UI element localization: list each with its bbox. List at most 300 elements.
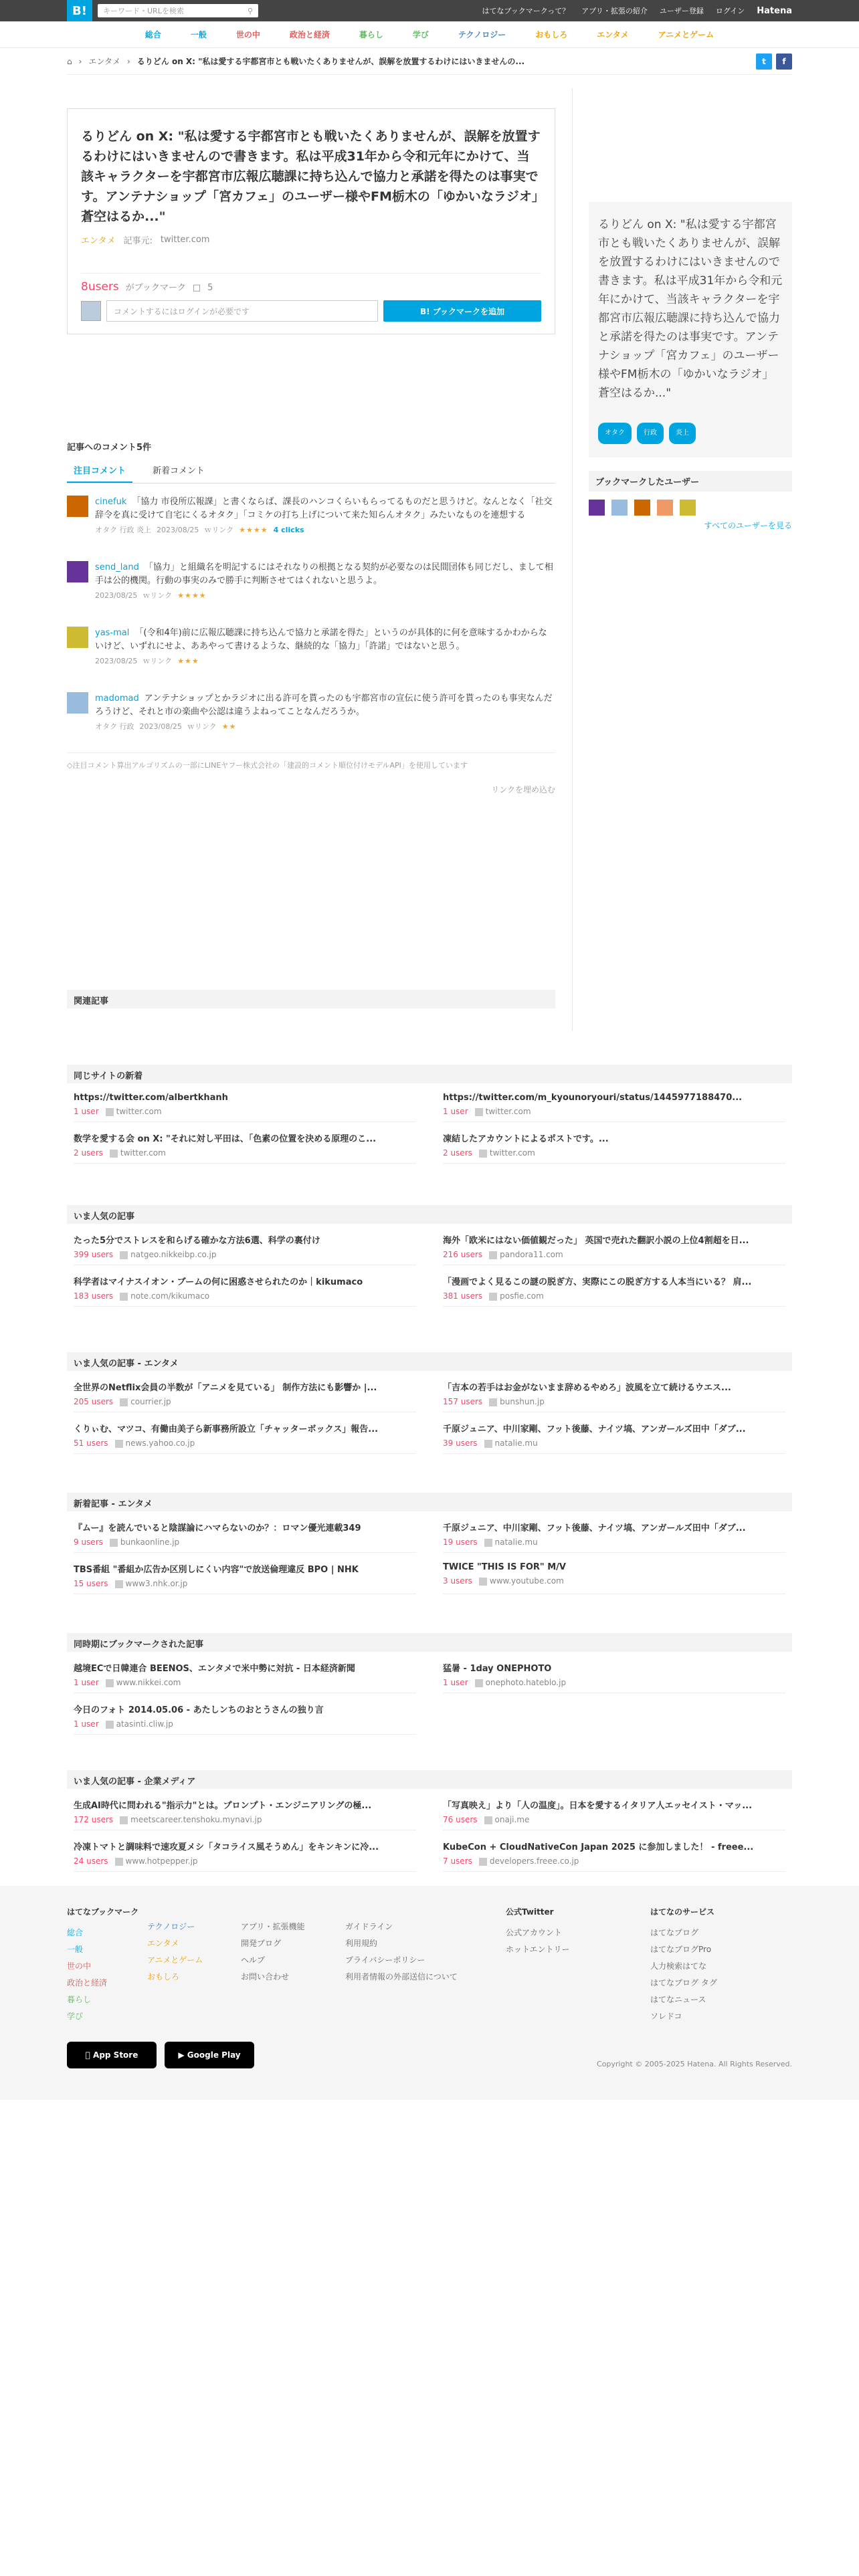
search-placeholder: キーワード・URLを検索 [103, 7, 184, 15]
article-users[interactable]: 172 users [74, 1815, 114, 1824]
article-users[interactable]: 2 users [74, 1148, 103, 1158]
section-grid [67, 1789, 792, 1872]
article-users[interactable]: 51 users [74, 1438, 108, 1448]
article-title[interactable]: 凍結したアカウントによるポストです。... [443, 1134, 609, 1144]
article-site[interactable] [120, 1291, 209, 1301]
article-users[interactable]: 19 users [443, 1537, 478, 1547]
footer-head-services: はてなのサービス [650, 1907, 715, 1917]
footer-link[interactable]: 一般 [67, 1945, 84, 1954]
article-meta [443, 1397, 785, 1406]
article-title[interactable]: 科学者はマイナスイオン・ブームの何に困惑させられたのか｜kikumaco [74, 1277, 363, 1287]
section-header: いま人気の記事 [67, 1205, 792, 1224]
nav-item-7[interactable]: おもしろ [535, 30, 568, 39]
entry-category[interactable]: エンタメ [81, 236, 116, 246]
nav-item-8[interactable]: エンタメ [597, 30, 629, 39]
article-item[interactable] [443, 1371, 785, 1412]
footer-link[interactable]: 利用規約 [345, 1939, 378, 1948]
footer-link[interactable]: はてなニュース [650, 1995, 706, 2004]
avatar[interactable] [67, 561, 88, 582]
sidebar-summary [589, 202, 792, 457]
bookmark-users-avatars [589, 500, 792, 516]
breadcrumb: ⌂ › エンタメ › るりどん on X: "私は愛する宇都宮市とも戦いたくありませんが、誤解を放置するわけにはいきませんの... t f [67, 48, 792, 75]
footer-link[interactable]: ホットエントリー [506, 1945, 570, 1954]
favicon-icon [120, 1816, 128, 1824]
avatar[interactable] [680, 500, 696, 516]
comment-tags[interactable]: オタク 行政 [95, 722, 134, 731]
nav-item-9[interactable]: アニメとゲーム [658, 30, 714, 39]
article-meta [443, 1107, 785, 1116]
article-item[interactable] [443, 1083, 785, 1122]
search-input[interactable] [98, 4, 258, 17]
footer [0, 1886, 859, 2100]
facebook-share-icon[interactable]: f [776, 53, 792, 70]
article-meta [74, 1537, 416, 1547]
header-link-about[interactable]: はてなブックマークって？ [482, 7, 570, 15]
comment-date[interactable]: 2023/08/25 [139, 722, 182, 731]
comment-user[interactable]: yas-mal [95, 628, 130, 638]
article-site[interactable] [484, 1537, 538, 1547]
footer-link[interactable]: 学び [67, 2012, 84, 2021]
article-meta [74, 1815, 416, 1824]
article-site-name: twitter.com [485, 1107, 531, 1116]
comment-permalink[interactable]: ｗリンク [142, 591, 173, 600]
article-site[interactable] [115, 1856, 198, 1866]
column-divider [572, 88, 573, 1031]
footer-col-1a [67, 1906, 147, 2022]
favicon-icon [106, 1721, 114, 1729]
article-item[interactable] [74, 1122, 416, 1164]
article-meta [443, 1438, 785, 1448]
favicon-icon [110, 1150, 118, 1158]
section-header: 新着記事 - エンタメ [67, 1493, 792, 1511]
avatar[interactable] [657, 500, 673, 516]
article-site-name: www.nikkei.com [116, 1678, 181, 1687]
comment-body [95, 627, 555, 668]
favicon-icon [475, 1679, 483, 1687]
footer-link[interactable]: 総合 [67, 1928, 84, 1937]
section-2 [67, 1352, 792, 1454]
comment-text: 「(令和4年)前に広報広聴課に持ち込んで協力と承諾を得た」というのが具体的に何を意味するかわからないけど、いずれにせよ、ああやって書けるような、継続的な「協力」「許諾」ではないと思う。 [95, 628, 547, 651]
article-users[interactable]: 24 users [74, 1856, 108, 1866]
article-meta [74, 1250, 416, 1259]
avatar[interactable] [67, 627, 88, 648]
comment-permalink[interactable]: ｗリンク [187, 722, 217, 731]
sidebar-tags [598, 423, 783, 444]
article-site-name: note.com/kikumaco [130, 1291, 210, 1301]
article-meta [443, 1856, 785, 1866]
footer-link[interactable]: おもしろ [147, 1972, 180, 1981]
article-meta [443, 1678, 785, 1687]
sidebar-summary-text: るりどん on X: "私は愛する宇都宮市とも戦いたくありませんが、誤解を放置するわけにはいきませんので書きます。私は平成31年から令和元年にかけて、当該キャラクターを宇都宮市広報広聴課に持ち込んで協力と承諾を得たのは事実です。アンテナショップ「宮カフェ」のユーザー様やFM栃木の「ゆかいなラジオ」蒼空はるか..." [598, 218, 783, 400]
article-site[interactable] [484, 1815, 530, 1824]
nav-item-2[interactable]: 世の中 [235, 30, 260, 39]
article-meta [74, 1397, 416, 1406]
article-site-name: bunshun.jp [500, 1397, 545, 1406]
footer-link[interactable]: お問い合わせ [241, 1972, 290, 1981]
header-link-apps[interactable]: アプリ・拡張の紹介 [581, 7, 648, 15]
hatena-bookmark-logo[interactable]: B! [67, 0, 92, 21]
article-meta [74, 1856, 416, 1866]
all-users-link[interactable]: すべてのユーザーを見る [704, 521, 792, 530]
article-users[interactable]: 9 users [74, 1537, 103, 1547]
entry-box [67, 108, 555, 334]
star-rating[interactable]: ★★ [221, 722, 237, 731]
footer-inner [67, 1886, 792, 2068]
article-site-name: natalie.mu [494, 1537, 538, 1547]
footer-link[interactable]: アプリ・拡張機能 [241, 1922, 305, 1931]
article-site[interactable] [115, 1438, 195, 1448]
article-users[interactable]: 7 users [443, 1856, 472, 1866]
article-site-name: twitter.com [116, 1107, 162, 1116]
article-site-name: pandora11.com [500, 1250, 563, 1259]
article-site[interactable] [110, 1537, 179, 1547]
article-site[interactable] [106, 1719, 173, 1729]
article-users[interactable]: 1 user [74, 1678, 99, 1687]
comment-body [95, 496, 555, 537]
article-site[interactable] [106, 1107, 162, 1116]
article-meta [443, 1815, 785, 1824]
article-title[interactable]: https://twitter.com/albertkhanh [74, 1093, 228, 1103]
section-header: いま人気の記事 - 企業メディア [67, 1770, 792, 1789]
favicon-icon [479, 1150, 487, 1158]
footer-head-bookmark: はてなブックマーク [67, 1907, 139, 1917]
tag-otaku[interactable]: オタク [598, 423, 632, 444]
footer-link[interactable]: はてなブログ [650, 1928, 699, 1937]
footer-link[interactable]: はてなブログPro [650, 1945, 712, 1954]
favicon-icon [484, 1440, 492, 1448]
article-site-name: www.youtube.com [489, 1576, 564, 1586]
comment-user[interactable]: send_land [95, 562, 139, 572]
category-nav [0, 21, 859, 48]
embed-link[interactable]: リンクを埋め込む [491, 785, 555, 794]
source-label: 記事元: [123, 236, 153, 246]
article-site[interactable] [475, 1107, 531, 1116]
article-site[interactable] [489, 1397, 545, 1406]
article-users[interactable]: 39 users [443, 1438, 478, 1448]
article-title[interactable]: くりぃむ、マツコ、有働由美子ら新事務所設立「チャッターボックス」報告... [74, 1424, 379, 1434]
entry-source[interactable]: twitter.com [160, 235, 210, 245]
article-meta [443, 1250, 785, 1259]
article-users[interactable]: 3 users [443, 1576, 472, 1586]
footer-link[interactable]: 暮らし [67, 1995, 92, 2004]
comment-date[interactable]: 2023/08/25 [95, 591, 138, 600]
article-site[interactable] [110, 1148, 166, 1158]
article-item[interactable] [443, 1830, 785, 1872]
section-grid [67, 1652, 792, 1735]
article-item[interactable] [74, 1652, 416, 1693]
footer-col-5 [650, 1906, 784, 2022]
article-item[interactable] [443, 1553, 785, 1594]
favicon-icon [120, 1251, 128, 1259]
comment-text-line [95, 561, 555, 588]
article-site[interactable] [120, 1397, 171, 1406]
comment-permalink[interactable]: ｗリンク [204, 526, 234, 534]
article-item[interactable] [443, 1265, 785, 1307]
comment-date[interactable]: 2023/08/25 [157, 526, 199, 534]
footer-link[interactable]: 政治と経済 [67, 1978, 108, 1988]
header-links [482, 5, 792, 16]
article-site-name: onephoto.hateblo.jp [485, 1678, 567, 1687]
article-users[interactable]: 157 users [443, 1397, 483, 1406]
comment-text: 「協力」と組織名を明記するにはそれなりの根拠となる契約が必要なのは民間団体も同じだし、まして相手は公的機関。行動の事実のみで勝手に判断させてはくれないと思うよ。 [95, 562, 553, 586]
comment-item [67, 680, 555, 746]
article-users[interactable]: 1 user [443, 1678, 468, 1687]
article-site-name: posfie.com [500, 1291, 544, 1301]
article-site-name: news.yahoo.co.jp [125, 1438, 195, 1448]
article-item[interactable] [443, 1652, 785, 1693]
article-users[interactable]: 381 users [443, 1291, 483, 1301]
apple-icon [86, 2050, 90, 2060]
avatar[interactable] [611, 500, 628, 516]
article-users[interactable]: 1 user [74, 1719, 99, 1729]
nav-item-5[interactable]: 学び [412, 30, 429, 39]
hatena-brand[interactable]: Hatena [757, 5, 792, 16]
article-users[interactable]: 399 users [74, 1250, 114, 1259]
star-rating[interactable]: ★★★★ [239, 526, 268, 534]
comment-meta [95, 655, 555, 668]
article-meta [443, 1576, 785, 1586]
article-title[interactable]: 数学を愛する会 on X: "それに対し平田は、「色素の位置を決める原理のこ... [74, 1134, 377, 1144]
bookmark-users-header: ブックマークしたユーザー [589, 471, 792, 492]
article-title[interactable]: TBS番組 "番組か広告か区別しにくい内容"で放送倫理違反 BPO | NHK [74, 1565, 359, 1575]
article-item[interactable] [74, 1412, 416, 1454]
favicon-icon [484, 1539, 492, 1547]
section-3 [67, 1493, 792, 1594]
article-item[interactable] [443, 1511, 785, 1553]
article-site[interactable] [115, 1579, 188, 1588]
share-buttons [756, 53, 792, 70]
header-link-register[interactable]: ユーザー登録 [659, 7, 704, 15]
article-item[interactable] [74, 1371, 416, 1412]
comment-input[interactable]: コメントするにはログインが必要です [106, 300, 378, 322]
article-site[interactable] [106, 1678, 181, 1687]
article-site-name: courrier.jp [130, 1397, 171, 1406]
favicon-icon [120, 1293, 128, 1301]
footer-col-2 [241, 1906, 345, 2022]
article-users[interactable]: 205 users [74, 1397, 114, 1406]
article-item[interactable] [74, 1789, 416, 1830]
article-item[interactable] [74, 1083, 416, 1122]
article-site[interactable] [479, 1856, 579, 1866]
footer-link[interactable]: 開発ブログ [241, 1939, 282, 1948]
article-site[interactable] [475, 1678, 566, 1687]
article-item[interactable] [74, 1830, 416, 1872]
comment-tags[interactable]: オタク 行政 炎上 [95, 526, 151, 534]
article-site[interactable] [479, 1148, 535, 1158]
app-store-badge[interactable] [67, 2042, 157, 2068]
footer-link[interactable]: アニメとゲーム [147, 1955, 203, 1965]
article-users[interactable]: 183 users [74, 1291, 114, 1301]
article-meta [74, 1438, 416, 1448]
section-grid [67, 1224, 792, 1307]
copyright: Copyright © 2005-2025 Hatena. All Rights Reserved. [596, 2060, 792, 2068]
favicon-icon [115, 1580, 123, 1588]
article-item[interactable] [74, 1511, 416, 1553]
article-site[interactable] [489, 1250, 563, 1259]
google-play-label: Google Play [187, 2050, 241, 2060]
comments-header: 記事へのコメント5件 [67, 443, 152, 453]
nav-item-1[interactable]: 一般 [190, 30, 207, 39]
nav-item-3[interactable]: 政治と経済 [289, 30, 330, 39]
article-title[interactable]: 生成AI時代に問われる"指示力"とは。プロンプト・エンジニアリングの極... [74, 1801, 372, 1811]
google-play-badge[interactable] [165, 2042, 254, 2068]
article-site[interactable] [120, 1815, 262, 1824]
footer-link[interactable]: 人力検索はてな [650, 1961, 707, 1971]
tab-popular[interactable]: 注目コメント [67, 458, 132, 483]
star-rating[interactable]: ★★★★ [177, 591, 207, 600]
article-users[interactable]: 2 users [443, 1148, 472, 1158]
article-meta [443, 1148, 785, 1158]
footer-link[interactable]: プライバシーポリシー [345, 1955, 425, 1965]
article-item[interactable] [74, 1265, 416, 1307]
article-meta [74, 1579, 416, 1588]
article-title[interactable]: TWICE "THIS IS FOR" M/V [443, 1562, 566, 1572]
article-meta [74, 1291, 416, 1301]
article-meta [74, 1719, 416, 1729]
users-suffix: がブックマーク [125, 283, 186, 293]
article-item[interactable] [74, 1224, 416, 1265]
favicon-icon [489, 1398, 497, 1406]
avatar [81, 301, 101, 321]
footer-link[interactable]: エンタメ [147, 1939, 179, 1948]
article-site-name: www.hotpepper.jp [125, 1856, 198, 1866]
tag-enjou[interactable]: 炎上 [669, 423, 696, 444]
section-header: いま人気の記事 - エンタメ [67, 1352, 792, 1371]
entry-meta [81, 233, 541, 246]
footer-link[interactable]: テクノロジー [147, 1922, 195, 1931]
article-title[interactable]: https://twitter.com/m_kyounoryouri/status/1445977188470... [443, 1093, 743, 1103]
article-title[interactable]: 「漫画でよく見るこの謎の脱ぎ方、実際にこの脱ぎ方する人本当にいる？ 肩... [443, 1277, 752, 1287]
footer-link[interactable]: はてなブログ タグ [650, 1978, 717, 1988]
article-title[interactable]: 「写真映え」より「人の温度」。日本を愛するイタリア人エッセイスト・マッ... [443, 1801, 753, 1811]
star-rating[interactable]: ★★★ [177, 657, 199, 665]
breadcrumb-category[interactable]: エンタメ [88, 57, 120, 66]
favicon-icon [475, 1108, 483, 1116]
favicon-icon [115, 1440, 123, 1448]
article-title[interactable]: たった5分でストレスを和らげる確かな方法6選、科学の裏付け [74, 1236, 320, 1246]
footer-link[interactable]: ヘルプ [241, 1955, 266, 1965]
nav-item-6[interactable]: テクノロジー [458, 30, 506, 39]
article-users[interactable]: 216 users [443, 1250, 483, 1259]
comment-item [67, 549, 555, 615]
clicks-count[interactable]: 4 clicks [273, 526, 304, 534]
article-site[interactable] [484, 1438, 538, 1448]
article-title[interactable]: 今日のフォト 2014.05.06 - あたしンちのおとうさんの独り言 [74, 1705, 324, 1715]
twitter-share-icon[interactable]: t [756, 53, 772, 70]
comments-count: 5 [207, 283, 213, 293]
favicon-icon [106, 1679, 114, 1687]
article-users[interactable]: 1 user [443, 1107, 468, 1116]
article-title[interactable]: 「吉本の若手はお金がないまま辞めるやめろ」波風を立て続けるウエス... [443, 1383, 731, 1393]
article-title[interactable]: KubeCon + CloudNativeCon Japan 2025 に参加しました！ - freee... [443, 1842, 754, 1852]
users-count[interactable]: 8users [81, 280, 119, 294]
article-title[interactable]: 越境ECで日韓連合 BEENOS、エンタメで米中勢に対抗 - 日本経済新聞 [74, 1664, 355, 1674]
article-title[interactable]: 冷凍トマトと調味料で速攻夏メシ「タコライス風そうめん」をキンキンに冷... [74, 1842, 379, 1852]
article-item[interactable] [443, 1412, 785, 1454]
footer-link[interactable]: 利用者情報の外部送信について [345, 1972, 458, 1981]
article-item[interactable] [74, 1693, 416, 1735]
article-item[interactable] [74, 1553, 416, 1594]
article-users[interactable]: 1 user [74, 1107, 99, 1116]
footer-head-twitter: 公式Twitter [506, 1907, 554, 1917]
article-title[interactable]: 『ムー』を読んでいると陰謀論にハマらないのか？：ロマン優光連載349 [74, 1523, 361, 1533]
article-item[interactable] [443, 1789, 785, 1830]
breadcrumb-current: るりどん on X: "私は愛する宇都宮市とも戦いたくありませんが、誤解を放置するわけにはいきませんの... [136, 57, 525, 66]
article-site-name: bunkaonline.jp [120, 1537, 180, 1547]
footer-link[interactable]: ガイドライン [345, 1922, 393, 1931]
favicon-icon [489, 1251, 497, 1259]
comment-user[interactable]: cinefuk [95, 497, 127, 507]
article-title[interactable]: 猛暑 - 1day ONEPHOTO [443, 1664, 552, 1674]
article-site-name: atasinti.cliw.jp [116, 1719, 173, 1729]
article-site-name: natalie.mu [494, 1438, 538, 1448]
search-icon[interactable]: ⚲ [247, 6, 253, 15]
article-site[interactable] [489, 1291, 544, 1301]
comment-user[interactable]: madomad [95, 693, 139, 704]
article-site-name: onaji.me [494, 1815, 530, 1824]
article-meta [74, 1148, 416, 1158]
footer-col-3 [345, 1906, 506, 2022]
avatar[interactable] [634, 500, 650, 516]
home-icon[interactable]: ⌂ [67, 56, 72, 66]
footer-link[interactable]: ソレドコ [650, 2012, 682, 2021]
comment-form [81, 300, 541, 322]
tag-gyosei[interactable]: 行政 [637, 423, 664, 444]
article-title[interactable]: 海外「欧米にはない価値観だった」 英国で売れた翻訳小説の上位4割超を日... [443, 1236, 749, 1246]
article-site[interactable] [479, 1576, 564, 1586]
nav-item-0[interactable]: 総合 [145, 30, 161, 39]
tab-new[interactable]: 新着コメント [153, 466, 205, 476]
article-meta [443, 1537, 785, 1547]
avatar[interactable] [67, 496, 88, 517]
avatar[interactable] [67, 692, 88, 714]
avatar[interactable] [589, 500, 605, 516]
article-users[interactable]: 76 users [443, 1815, 478, 1824]
footer-link[interactable]: 公式アカウント [506, 1928, 562, 1937]
article-title[interactable]: 全世界のNetflix会員の半数が「アニメを見ている」 制作方法にも影響か |... [74, 1383, 377, 1393]
page-wrap [67, 48, 792, 1866]
article-site-name: twitter.com [120, 1148, 166, 1158]
article-meta [74, 1678, 416, 1687]
footer-link[interactable]: 世の中 [67, 1961, 92, 1971]
header-link-login[interactable]: ログイン [715, 7, 745, 15]
article-title[interactable]: 千原ジュニア、中川家剛、フット後藤、ナイツ塙、アンガールズ田中「ダブ... [443, 1424, 746, 1434]
article-item[interactable] [443, 1122, 785, 1164]
related-header: 関連記事 [67, 990, 555, 1008]
article-users[interactable]: 15 users [74, 1579, 108, 1588]
comment-item [67, 484, 555, 549]
section-5 [67, 1770, 792, 1872]
comments-section [67, 435, 555, 795]
entry-title[interactable]: るりどん on X: "私は愛する宇都宮市とも戦いたくありませんが、誤解を放置するわけにはいきませんので書きます。私は平成31年から令和元年にかけて、当該キャラクターを宇都宮市広報広聴課に持ち込んで協力と承諾を得たのは事実です。アンテナショップ「宮カフェ」のユーザー様やFM栃木の「ゆかいなラジオ」蒼空はるか..." [81, 129, 541, 224]
comment-permalink[interactable]: ｗリンク [142, 657, 173, 665]
article-site-name: www3.nhk.or.jp [125, 1579, 188, 1588]
add-bookmark-button[interactable]: B! ブックマークを追加 [383, 300, 541, 322]
main-column [67, 108, 555, 795]
article-site[interactable] [120, 1250, 216, 1259]
comment-item [67, 615, 555, 680]
article-item[interactable] [443, 1224, 785, 1265]
comment-meta [95, 720, 555, 734]
favicon-icon [106, 1108, 114, 1116]
favicon-icon [110, 1539, 118, 1547]
comment-date[interactable]: 2023/08/25 [95, 657, 138, 665]
global-header [0, 0, 859, 21]
section-grid [67, 1083, 792, 1164]
article-title[interactable]: 千原ジュニア、中川家剛、フット後藤、ナイツ塙、アンガールズ田中「ダブ... [443, 1523, 746, 1533]
nav-item-4[interactable]: 暮らし [359, 30, 383, 39]
favicon-icon [120, 1398, 128, 1406]
